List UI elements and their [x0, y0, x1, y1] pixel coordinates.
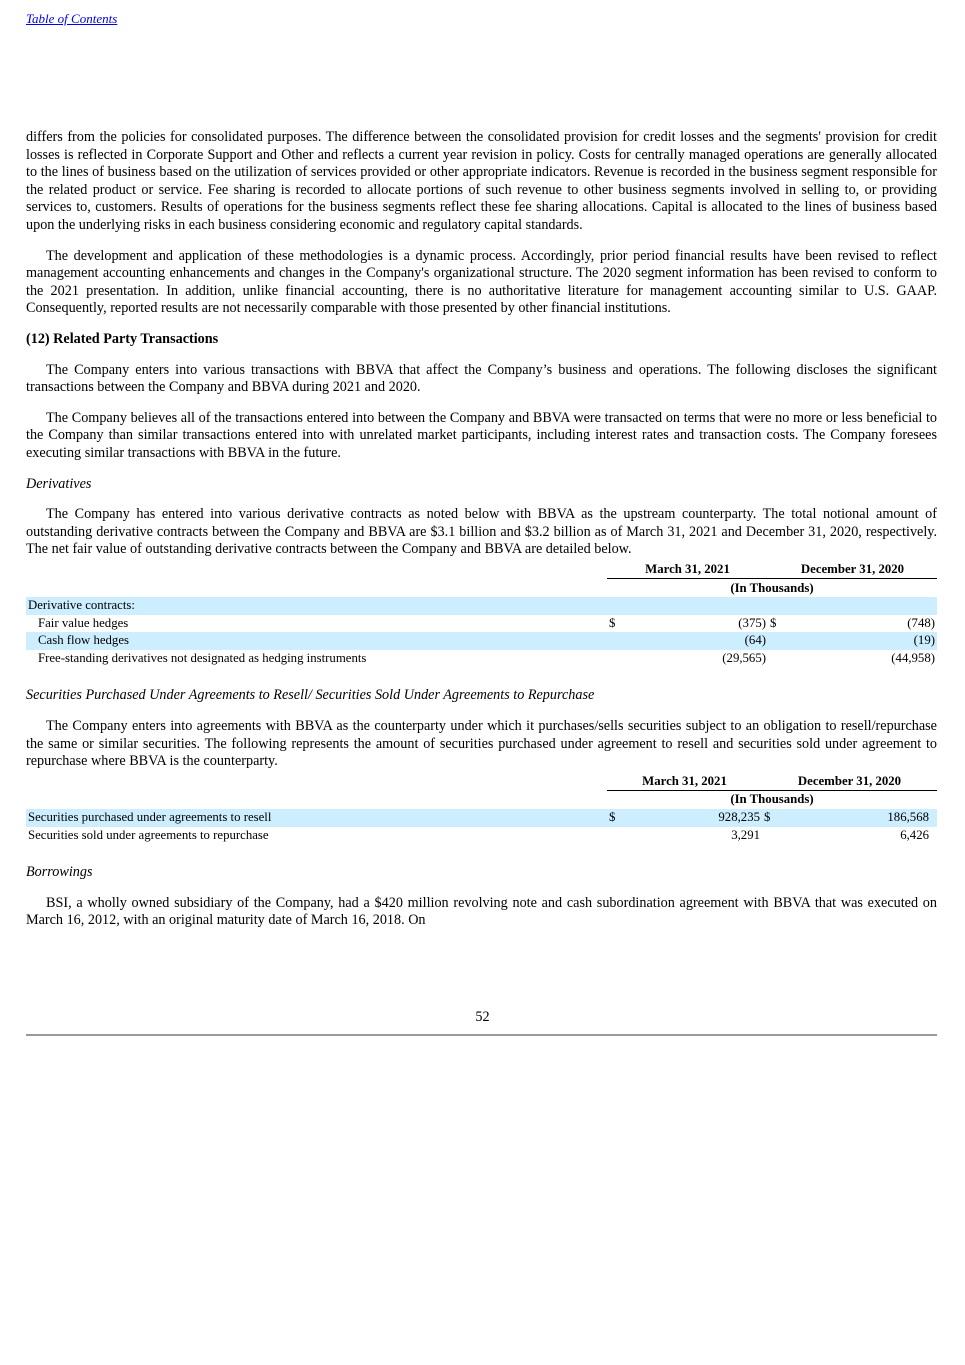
- row-label: Securities purchased under agreements to resell: [26, 809, 607, 827]
- column-header: March 31, 2021: [607, 561, 768, 579]
- row-label: Fair value hedges: [38, 615, 129, 630]
- units-label: (In Thousands): [730, 792, 814, 807]
- paragraph: The Company has entered into various derivative contracts as noted below with BBVA as the upstream counterparty. The total notional amount of outstanding derivative contracts between the Company and BBVA are $3.1 billion and $3.2 billion as of March 31, 2021 and December 31, 2020, respectively. The net fair value of outstanding derivative contracts between the Company and BBVA are detailed below.: [26, 506, 937, 558]
- row-label: Free-standing derivatives not designated as hedging instruments: [38, 650, 367, 665]
- paragraph: The Company enters into various transactions with BBVA that affect the Company’s business and operations. The following discloses the significant transactions between the Company and BBVA during 2021 and 2020.: [26, 361, 937, 396]
- page-content: [26, 129, 937, 943]
- currency-symbol: $: [609, 615, 616, 630]
- cell-value: (375): [738, 615, 766, 630]
- subheading-securities: Securities Purchased Under Agreements to Resell/ Securities Sold Under Agreements to Repurchase: [26, 687, 595, 704]
- row-label: Securities sold under agreements to repurchase: [28, 827, 269, 842]
- paragraph: BSI, a wholly owned subsidiary of the Company, had a $420 million revolving note and cash subordination agreement with BBVA that was executed on March 16, 2012, with an original maturity date of March 16, 2018. On: [26, 894, 937, 929]
- currency-symbol: $: [607, 809, 621, 827]
- cell-value: (64): [621, 632, 768, 650]
- cell-value: (748): [907, 615, 935, 630]
- currency-symbol: [607, 827, 621, 845]
- table-header-row: [26, 773, 937, 791]
- currency-symbol: [607, 632, 621, 650]
- table-row: [26, 827, 937, 845]
- currency-symbol: [607, 650, 621, 668]
- paragraph: The Company enters into agreements with BBVA as the counterparty under which it purchases/sells securities subject to an obligation to resell/repurchase the same or similar securities. The following represents the amount of securities purchased under agreement to resell and securities sold under agreement to repurchase where BBVA is the counterparty.: [26, 718, 937, 770]
- cell-value: 3,291: [731, 827, 760, 842]
- currency-symbol: [768, 632, 782, 650]
- paragraph: differs from the policies for consolidated purposes. The difference between the consolidated provision for credit losses and the segments' provision for credit losses is reflected in Corporate Support and Other and reflects a current year revision in policy. Costs for centrally managed operations are generally allocated to the lines of business based on the utilization of services provided or other appropriate indicators. Revenue is recorded in the business segment responsible for the related product or service. Fee sharing is recorded to allocate portions of such revenue to other business segments involved in selling to, or providing services to, customers. Results of operations for the business segments reflect these fee sharing allocations. Capital is allocated to the lines of business based upon the underlying risks in each business considering economic and regulatory capital standards.: [26, 129, 937, 233]
- paragraph: The Company believes all of the transactions entered into between the Company and BBVA were transacted on terms that were no more or less beneficial to the Company than similar transactions entered into with unrelated market participants, including interest rates and transaction costs. The Company foresees executing similar transactions with BBVA in the future.: [26, 409, 937, 461]
- derivatives-table: [26, 561, 937, 668]
- currency-symbol: [768, 650, 782, 668]
- table-row: [26, 632, 937, 650]
- cell-value: (29,565): [722, 650, 766, 665]
- subheading-derivatives: Derivatives: [26, 475, 92, 492]
- column-header: December 31, 2020: [768, 561, 937, 579]
- units-label: (In Thousands): [730, 580, 814, 595]
- cell-value: (44,958): [891, 650, 935, 665]
- subheading-borrowings: Borrowings: [26, 864, 93, 881]
- page-number: 52: [475, 1009, 490, 1025]
- table-row: [26, 809, 937, 827]
- section-heading: (12) Related Party Transactions: [26, 330, 219, 347]
- column-header: December 31, 2020: [762, 773, 937, 791]
- table-units-row: [26, 791, 937, 809]
- row-label: Cash flow hedges: [26, 632, 607, 650]
- footer-divider: [26, 1034, 937, 1036]
- column-header: March 31, 2021: [607, 773, 762, 791]
- securities-table: [26, 773, 937, 844]
- paragraph: The development and application of these methodologies is a dynamic process. Accordingly, prior period financial results have been revised to reflect management accounting enhancements and changes in the Company's organizational structure. The 2020 segment information has been revised to conform to the 2021 presentation. In addition, unlike financial accounting, there is no authoritative literature for management accounting similar to U.S. GAAP. Consequently, reported results are not necessarily comparable with those presented by other financial institutions.: [26, 247, 937, 317]
- table-header-row: [26, 561, 937, 579]
- currency-symbol: [762, 827, 776, 845]
- currency-symbol: $: [762, 809, 776, 827]
- row-label: Derivative contracts:: [26, 597, 607, 615]
- currency-symbol: $: [770, 615, 777, 630]
- cell-value: (19): [782, 632, 937, 650]
- table-units-row: [26, 579, 937, 597]
- cell-value: 186,568: [776, 809, 937, 827]
- cell-value: 6,426: [900, 827, 929, 842]
- table-row: [26, 597, 937, 615]
- table-of-contents-link[interactable]: Table of Contents: [26, 11, 118, 26]
- table-row: [26, 650, 937, 668]
- table-row: [26, 615, 937, 633]
- cell-value: 928,235: [621, 809, 762, 827]
